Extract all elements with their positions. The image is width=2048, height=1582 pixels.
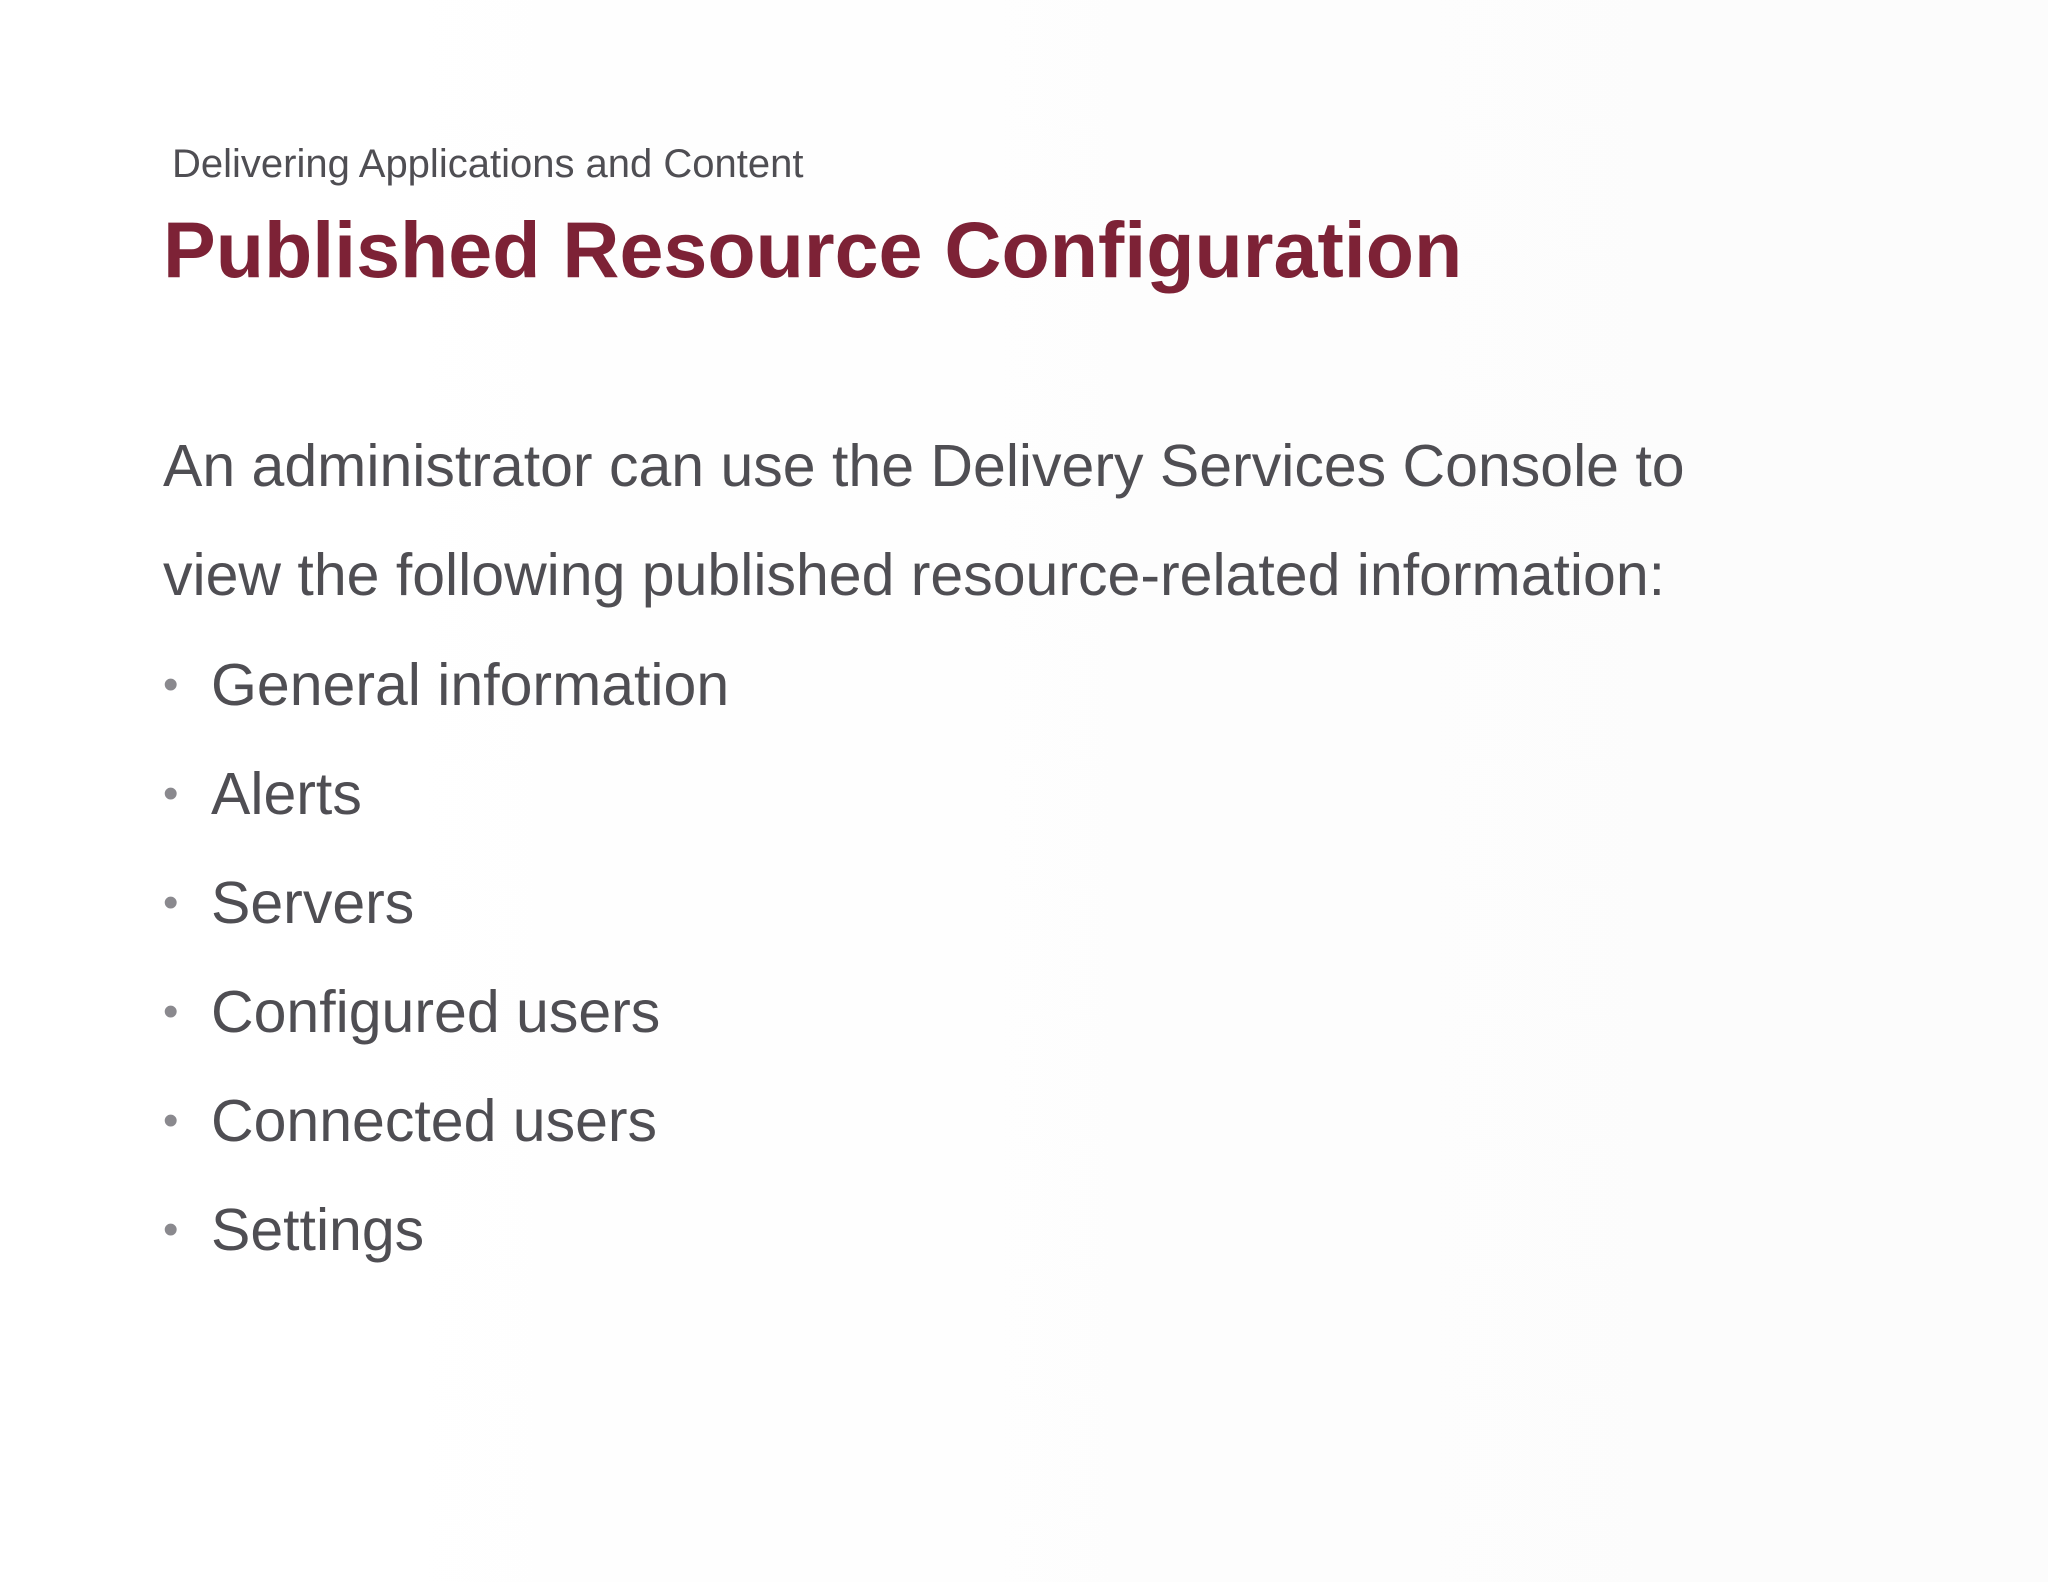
bullet-text: Alerts: [211, 760, 362, 827]
intro-line: view the following published resource-related information:: [163, 542, 1666, 608]
bullet-dot-icon: •: [163, 986, 179, 1036]
bullet-dot-icon: •: [163, 1095, 179, 1145]
bullet-text: Settings: [211, 1196, 425, 1263]
bullet-text: Connected users: [211, 1087, 658, 1154]
slide-title: Published Resource Configuration: [163, 205, 1463, 294]
intro-line: An administrator can use the Delivery Services Console to: [163, 433, 1685, 499]
bullet-list: [163, 630, 729, 1284]
bullet-dot-icon: •: [163, 1204, 179, 1254]
bullet-item-connected-users: [163, 1066, 729, 1175]
bullet-text: General information: [211, 651, 730, 718]
bullet-item-servers: [163, 848, 729, 957]
bullet-item-configured-users: [163, 957, 729, 1066]
bullet-dot-icon: •: [163, 877, 179, 927]
bullet-dot-icon: •: [163, 659, 179, 709]
bullet-item-settings: [163, 1175, 729, 1284]
bullet-item-general-information: [163, 630, 729, 739]
section-label: Delivering Applications and Content: [172, 142, 804, 186]
bullet-text: Servers: [211, 869, 415, 936]
bullet-dot-icon: •: [163, 768, 179, 818]
bullet-item-alerts: [163, 739, 729, 848]
bullet-text: Configured users: [211, 978, 661, 1045]
intro-paragraph: [163, 412, 2023, 630]
